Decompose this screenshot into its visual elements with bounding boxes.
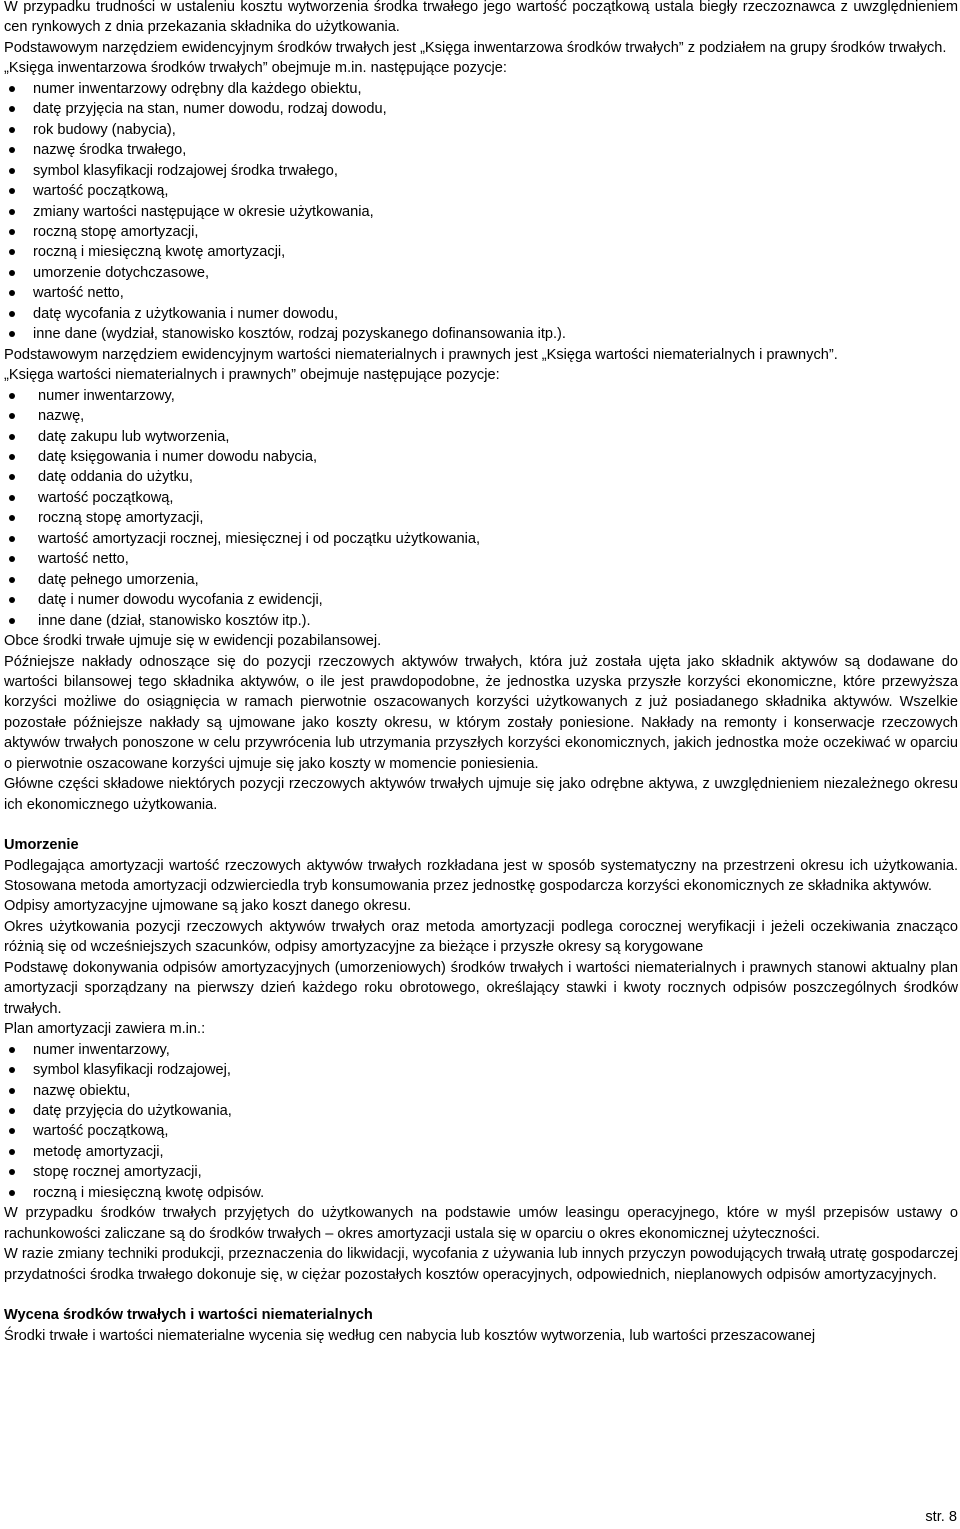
list-item: numer inwentarzowy, — [4, 386, 958, 406]
spacer — [4, 1285, 958, 1305]
spacer — [4, 815, 958, 835]
list-item: datę i numer dowodu wycofania z ewidencji, — [4, 590, 958, 610]
paragraph: W razie zmiany techniki produkcji, przeznaczenia do likwidacji, wycofania z używania lub innych przyczyn powodujących trwałą utratę gospodarczej przydatności środka trwałego dokonuje się, w ciężar pozostałych kosztów operacyjnych, odpowiednich, nieplanowych odpisów amortyzacyjnych. — [4, 1246, 958, 1283]
list-item: roczną stopę amortyzacji, — [4, 508, 958, 528]
list-item: symbol klasyfikacji rodzajowej środka trwałego, — [4, 161, 958, 181]
paragraph: W przypadku trudności w ustaleniu kosztu wytworzenia środka trwałego jego wartość początkową ustala biegły rzeczoznawca z uwzględnieniem cen rynkowych z dnia przekazania składnika do użytkowania. — [4, 0, 958, 36]
list-item: datę wycofania z użytkowania i numer dowodu, — [4, 304, 958, 324]
list-item: wartość amortyzacji rocznej, miesięcznej i od początku użytkowania, — [4, 529, 958, 549]
list-item: wartość początkową, — [4, 1121, 958, 1141]
paragraph: Okres użytkowania pozycji rzeczowych aktywów trwałych oraz metoda amortyzacji podlega corocznej weryfikacji i jeżeli oczekiwania znacząco różnią się od wcześniejszych szacunków, odpisy amortyzacyjne za bieżące i przyszłe okresy są korygowane — [4, 918, 958, 956]
paragraph: Obce środki trwałe ujmuje się w ewidencji pozabilansowej. — [4, 633, 382, 650]
list-item: umorzenie dotychczasowe, — [4, 263, 958, 283]
list-item: datę pełnego umorzenia, — [4, 570, 958, 590]
paragraph: W przypadku środków trwałych przyjętych do użytkowanych na podstawie umów leasingu operacyjnego, które w myśl przepisów ustawy o rachunkowości zaliczane są do środków trwałych – okres amortyzacji ustala się w oparciu o okres ekonomicznej użyteczności. — [4, 1205, 958, 1242]
list-item: rok budowy (nabycia), — [4, 120, 958, 140]
paragraph: Główne części składowe niektórych pozycji rzeczowych aktywów trwałych ujmuje się jako odrębne aktywa, z uwzględnieniem niezależnego okresu ich ekonomicznego użytkowania. — [4, 776, 958, 813]
list-item: inne dane (wydział, stanowisko kosztów, rodzaj pozyskanego dofinansowania itp.). — [4, 324, 958, 344]
list-item: roczną stopę amortyzacji, — [4, 222, 958, 242]
list-item: nazwę środka trwałego, — [4, 140, 958, 160]
list-item: inne dane (dział, stanowisko kosztów itp.). — [4, 611, 958, 631]
list-item: nazwę obiektu, — [4, 1081, 958, 1101]
list-item: wartość początkową, — [4, 488, 958, 508]
list-item: roczną i miesięczną kwotę amortyzacji, — [4, 242, 958, 262]
list-item: numer inwentarzowy odrębny dla każdego obiektu, — [4, 79, 958, 99]
list-item: datę zakupu lub wytworzenia, — [4, 427, 958, 447]
paragraph: Późniejsze nakłady odnoszące się do pozycji rzeczowych aktywów trwałych, która już została ujęta jako składnik aktywów są dodawane do wartości bilansowej tego składnika aktywów, o ile jest prawdopodobne, że jednostka uzyska przyszłe korzyści ekonomiczne, które przewyższa korzyści możliwe do osiągnięcia w ramach pierwotnie oszacowanych korzyści użytkowanych z już posiadanego składnika aktywów. Wszelkie pozostałe późniejsze nakłady są ujmowane jako koszty okresu, w którym zostały poniesione. Nakłady na remonty i konserwacje rzeczowych aktywów trwałych ponoszone w celu przywrócenia lub utrzymania przyszłych korzyści ekonomicznych, jakich jednostka może oczekiwać w oparciu o pierwotnie oszacowane korzyści ujmuje się jako koszty w momencie poniesienia. — [4, 653, 958, 772]
paragraph: Podstawę dokonywania odpisów amortyzacyjnych (umorzeniowych) środków trwałych i wartości niematerialnych i prawnych stanowi aktualny plan amortyzacji sporządzany na pierwszy dzień każdego roku obrotowego, określający stawki i kwoty rocznych odpisów poszczególnych środków trwałych. — [4, 959, 958, 1017]
list-item: symbol klasyfikacji rodzajowej, — [4, 1060, 958, 1080]
list-ksiega-inwentarzowa — [4, 79, 958, 345]
list-item: datę księgowania i numer dowodu nabycia, — [4, 447, 958, 467]
list-item: roczną i miesięczną kwotę odpisów. — [4, 1183, 958, 1203]
list-ksiega-wartosci-niematerialnych — [4, 386, 958, 631]
paragraph: „Księga wartości niematerialnych i prawnych” obejmuje następujące pozycje: — [4, 367, 500, 384]
paragraph: Plan amortyzacji zawiera m.in.: — [4, 1021, 206, 1038]
document-body — [4, 0, 958, 1346]
list-item: datę przyjęcia na stan, numer dowodu, rodzaj dowodu, — [4, 99, 958, 119]
list-item: nazwę, — [4, 406, 958, 426]
section-heading-wycena: Wycena środków trwałych i wartości niematerialnych — [4, 1307, 373, 1324]
list-item: numer inwentarzowy, — [4, 1040, 958, 1060]
paragraph: „Księga inwentarzowa środków trwałych” obejmuje m.in. następujące pozycje: — [4, 60, 507, 77]
page-number: str. 8 — [925, 1509, 957, 1525]
list-item: datę przyjęcia do użytkowania, — [4, 1101, 958, 1121]
paragraph: Podstawowym narzędziem ewidencyjnym wartości niematerialnych i prawnych jest „Księga wartości niematerialnych i prawnych”. — [4, 346, 838, 363]
paragraph: Podlegająca amortyzacji wartość rzeczowych aktywów trwałych rozkładana jest w sposób systematyczny na przestrzeni okresu ich użytkowania. Stosowana metoda amortyzacji odzwierciedla tryb konsumowania przez jednostkę gospodarcza korzyści ekonomicznych ze składnika aktywów. — [4, 857, 958, 895]
list-item: wartość netto, — [4, 283, 958, 303]
list-item: stopę rocznej amortyzacji, — [4, 1162, 958, 1182]
paragraph: Środki trwałe i wartości niematerialne wycenia się według cen nabycia lub kosztów wytworzenia, lub wartości przeszacowanej — [4, 1327, 816, 1344]
list-item: datę oddania do użytku, — [4, 467, 958, 487]
paragraph: Odpisy amortyzacyjne ujmowane są jako koszt danego okresu. — [4, 898, 412, 915]
list-item: metodę amortyzacji, — [4, 1142, 958, 1162]
section-heading-umorzenie: Umorzenie — [4, 837, 79, 854]
list-plan-amortyzacji — [4, 1040, 958, 1204]
paragraph: Podstawowym narzędziem ewidencyjnym środków trwałych jest „Księga inwentarzowa środków trwałych” z podziałem na grupy środków trwałych. — [4, 39, 947, 56]
list-item: zmiany wartości następujące w okresie użytkowania, — [4, 202, 958, 222]
list-item: wartość początkową, — [4, 181, 958, 201]
list-item: wartość netto, — [4, 549, 958, 569]
